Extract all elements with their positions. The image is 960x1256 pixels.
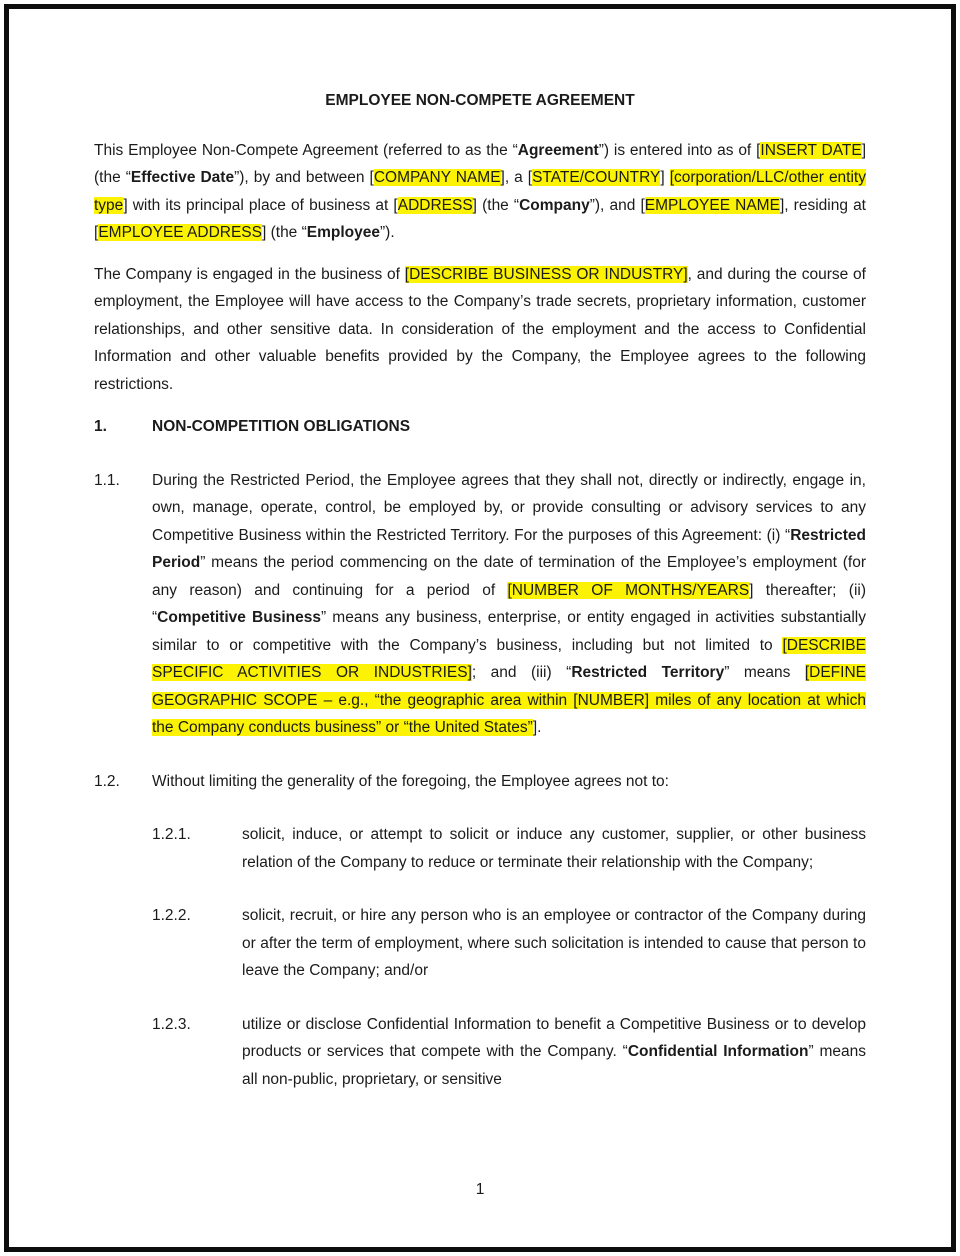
text-run: ” means all non-public, proprietary, or sensitive: [242, 1043, 866, 1088]
clause-1-2-2-text: [242, 902, 866, 985]
text-run: ] (the “: [261, 224, 307, 241]
text-run: ]: [660, 169, 670, 186]
text-run: ”) is entered into as of [: [598, 141, 761, 159]
text-run: Competitive Business: [157, 609, 321, 626]
text-run: ” means any business, enterprise, or entity engaged in activities substantially similar to or competitive with the Company’s business, including but not limited to: [152, 609, 866, 654]
text-run: utilize or disclose Confidential Information to benefit a Competitive Business or to develop products or services that compete with the Company. “: [242, 1015, 866, 1060]
text-run: ” means: [724, 664, 805, 681]
clause-1-1-number: 1.1.: [94, 471, 120, 489]
text-run: EMPLOYEE NAME: [644, 196, 780, 214]
text-run: , and during the course of employment, the Employee will have access to the Company’s trade secrets, proprietary information, customer relationships, and other sensitive data. In consideration of the employment and the access to Confidential Information and other valuable benefits provided by the Company, the Employee agrees to the following restrictions.: [94, 265, 866, 393]
text-run: ”).: [380, 224, 395, 241]
clause-1-2-3-number: 1.2.3.: [152, 1015, 191, 1033]
text-run: ] (the “: [472, 196, 520, 214]
text-run: ], residing at [: [94, 196, 866, 241]
text-run: [DESCRIBE SPECIFIC ACTIVITIES OR INDUSTRIES]: [152, 636, 866, 681]
background-paragraph: [94, 261, 866, 399]
text-run: COMPANY NAME: [373, 169, 501, 186]
text-run: Employee: [306, 224, 381, 241]
intro-paragraph: [94, 137, 866, 247]
text-run: Restricted Period: [152, 526, 866, 571]
text-run: ] with its principal place of business at [: [123, 196, 398, 214]
document-content: [9, 9, 951, 1247]
clause-1-2-3-text: [242, 1011, 866, 1094]
text-run: ; and (iii) “: [471, 664, 572, 681]
clause-1-2-1: [152, 821, 866, 876]
text-run: ” means the period commencing on the date of termination of the Employee’s employment (for any reason) and continuing for a period of: [152, 554, 866, 599]
clause-1-2: [94, 768, 866, 796]
clause-1-1-text: [152, 467, 866, 742]
text-run: Company: [519, 196, 590, 214]
text-run: solicit, recruit, or hire any person who is an employee or contractor of the Company during or after the term of employment, where such solicitation is intended to cause that person to leave the Company; and/or: [242, 907, 866, 979]
clause-1-2-number: 1.2.: [94, 772, 120, 790]
text-run: [DESCRIBE BUSINESS OR INDUSTRY]: [404, 265, 688, 283]
text-run: ] (the “: [94, 141, 866, 186]
text-run: STATE/COUNTRY: [532, 169, 661, 186]
section-1-number: 1.: [94, 418, 107, 435]
page-number: 1: [475, 1181, 485, 1198]
page-border-frame: [4, 4, 956, 1252]
text-run: ].: [532, 719, 542, 736]
clause-1-1: [94, 467, 866, 742]
text-run: Effective Date: [130, 169, 235, 186]
text-run: This Employee Non-Compete Agreement (referred to as the “: [94, 141, 518, 159]
clause-1-2-1-text: [242, 821, 866, 876]
text-run: solicit, induce, or attempt to solicit or induce any customer, supplier, or other business relation of the Company to reduce or terminate their relationship with the Company;: [242, 826, 866, 871]
text-run: INSERT DATE: [760, 141, 862, 159]
document-title: EMPLOYEE NON-COMPETE AGREEMENT: [325, 92, 635, 109]
text-run: The Company is engaged in the business of: [94, 265, 405, 283]
text-run: During the Restricted Period, the Employee agrees that they shall not, directly or indirectly, engage in, own, manage, operate, control, be employed by, or provide consulting or advisory services to any Competitive Business within the Restricted Territory. For the purposes of this Agreement: (i) “: [152, 471, 866, 544]
text-run: ] thereafter; (ii) “: [152, 581, 866, 626]
clause-1-2-2: [152, 902, 866, 985]
text-run: Agreement: [517, 141, 599, 159]
text-run: ”), by and between [: [234, 169, 374, 186]
text-run: Confidential Information: [627, 1043, 809, 1060]
text-run: ], a [: [500, 169, 533, 186]
text-run: ADDRESS: [397, 196, 473, 214]
section-1-heading: [94, 413, 866, 441]
text-run: ”), and [: [589, 196, 645, 214]
text-run: [DEFINE GEOGRAPHIC SCOPE – e.g., “the geographic area within [NUMBER] miles of any location at which the Company conducts business” or “the United States”: [152, 664, 866, 736]
clause-1-2-3: [152, 1011, 866, 1094]
text-run: Restricted Territory: [571, 664, 725, 681]
clause-1-2-1-number: 1.2.1.: [152, 826, 191, 843]
clause-1-2-text: [152, 768, 866, 796]
text-run: [corporation/LLC/other entity type: [94, 169, 866, 214]
text-run: [NUMBER OF MONTHS/YEARS: [507, 581, 750, 599]
text-run: Without limiting the generality of the foregoing, the Employee agrees not to:: [152, 772, 669, 790]
section-1-heading-text: NON-COMPETITION OBLIGATIONS: [152, 418, 411, 435]
text-run: EMPLOYEE ADDRESS: [98, 224, 262, 241]
clause-1-2-2-number: 1.2.2.: [152, 907, 191, 924]
